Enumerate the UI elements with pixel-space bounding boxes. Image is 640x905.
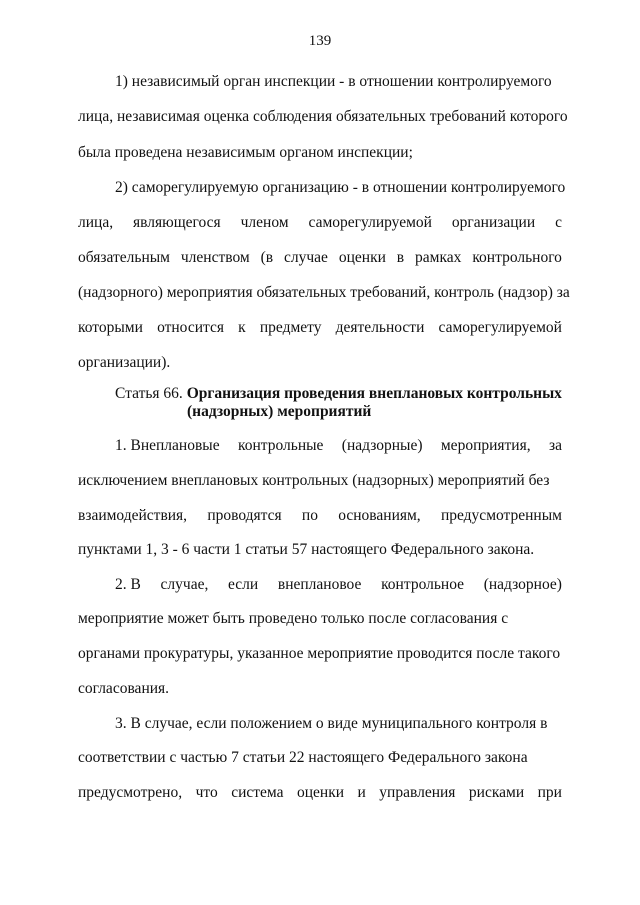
word: лица,: [78, 214, 114, 231]
word: предусмотрено,: [78, 784, 183, 801]
text-line: [78, 749, 562, 767]
word: система: [231, 784, 284, 801]
word: организации: [451, 214, 536, 231]
text-line: [78, 610, 562, 628]
text-line: [115, 73, 562, 91]
text-line-content: была проведена независимым органом инспекции;: [78, 144, 413, 161]
text-line: [78, 541, 562, 559]
text-line-content: согласования.: [78, 680, 170, 697]
word: деятельности: [335, 319, 425, 336]
text-line-content: соответствии с частью 7 статьи 22 настоящего Федерального закона: [78, 749, 528, 766]
word: контрольное: [381, 576, 465, 593]
text-line-content: органами прокуратуры, указанное мероприятие проводится после такого: [78, 645, 561, 662]
page-number: 139: [308, 33, 332, 49]
text-line: [78, 784, 562, 802]
word: с: [555, 214, 562, 231]
text-line: [115, 715, 562, 733]
word: в: [396, 249, 405, 266]
word: основаниям,: [338, 507, 421, 524]
text-line: [78, 214, 562, 232]
word: предмету: [259, 319, 322, 336]
article-heading: [115, 385, 562, 403]
text-line-content: исключением внеплановых контрольных (надзорных) мероприятий без: [78, 472, 550, 489]
word: при: [537, 784, 562, 801]
text-line: [78, 284, 570, 302]
word: к: [238, 319, 246, 336]
text-line: [78, 680, 562, 698]
word: контрольные: [237, 437, 324, 454]
article-number: Статья 66.: [115, 385, 187, 402]
word: предусмотренным: [440, 507, 562, 524]
text-line: [115, 179, 566, 197]
text-line-content: 3. В случае, если положением о виде муниципального контроля в: [115, 715, 548, 732]
text-line: [78, 645, 562, 663]
word: случае: [284, 249, 328, 266]
word: по: [301, 507, 318, 524]
text-line: [78, 319, 562, 337]
text-line: [78, 108, 568, 126]
word: (надзорное): [483, 576, 562, 593]
word: внеплановое: [277, 576, 362, 593]
text-line-content: мероприятие может быть проведено только после согласования с: [78, 610, 509, 627]
word: рисками: [468, 784, 525, 801]
word: обязательным: [78, 249, 170, 266]
article-title-continued: (надзорных) мероприятий: [187, 403, 372, 420]
word: членом: [240, 214, 289, 231]
text-line: [78, 144, 562, 162]
article-title: Организация проведения внеплановых контрольных: [186, 385, 562, 402]
word: являющегося: [133, 214, 221, 231]
word: контрольного: [472, 249, 562, 266]
word: относится: [157, 319, 224, 336]
word: что: [195, 784, 218, 801]
text-line-content: организации).: [78, 354, 171, 371]
text-line: [78, 472, 562, 490]
text-line-content: лица, независимая оценка соблюдения обязательных требований которого: [78, 108, 568, 125]
word: 1. Внеплановые: [115, 437, 220, 454]
word: 2. В: [115, 576, 141, 593]
word: если: [228, 576, 259, 593]
text-line: [78, 507, 562, 525]
text-line-content: 1) независимый орган инспекции - в отношении контролируемого: [115, 73, 552, 90]
word: оценки: [338, 249, 386, 266]
word: управления: [379, 784, 456, 801]
text-line: [115, 576, 562, 594]
word: проводятся: [207, 507, 282, 524]
text-line-content: (надзорного) мероприятия обязательных требований, контроль (надзор) за: [78, 284, 570, 301]
word: (в: [260, 249, 274, 266]
word: саморегулируемой: [308, 214, 432, 231]
text-line-content: пунктами 1, 3 - 6 части 1 статьи 57 настоящего Федерального закона.: [78, 541, 535, 558]
word: случае,: [160, 576, 209, 593]
word: оценки: [296, 784, 345, 801]
word: рамках: [415, 249, 462, 266]
word: саморегулируемой: [438, 319, 562, 336]
word: мероприятия,: [440, 437, 531, 454]
word: за: [548, 437, 562, 454]
word: и: [357, 784, 366, 801]
word: взаимодействия,: [78, 507, 188, 524]
text-line: [78, 249, 562, 267]
word: членством: [180, 249, 250, 266]
word: (надзорные): [341, 437, 423, 454]
word: которыми: [78, 319, 143, 336]
text-line: [78, 354, 562, 372]
text-line-content: 2) саморегулируемую организацию - в отношении контролируемого: [115, 179, 566, 196]
text-line: [115, 437, 562, 455]
